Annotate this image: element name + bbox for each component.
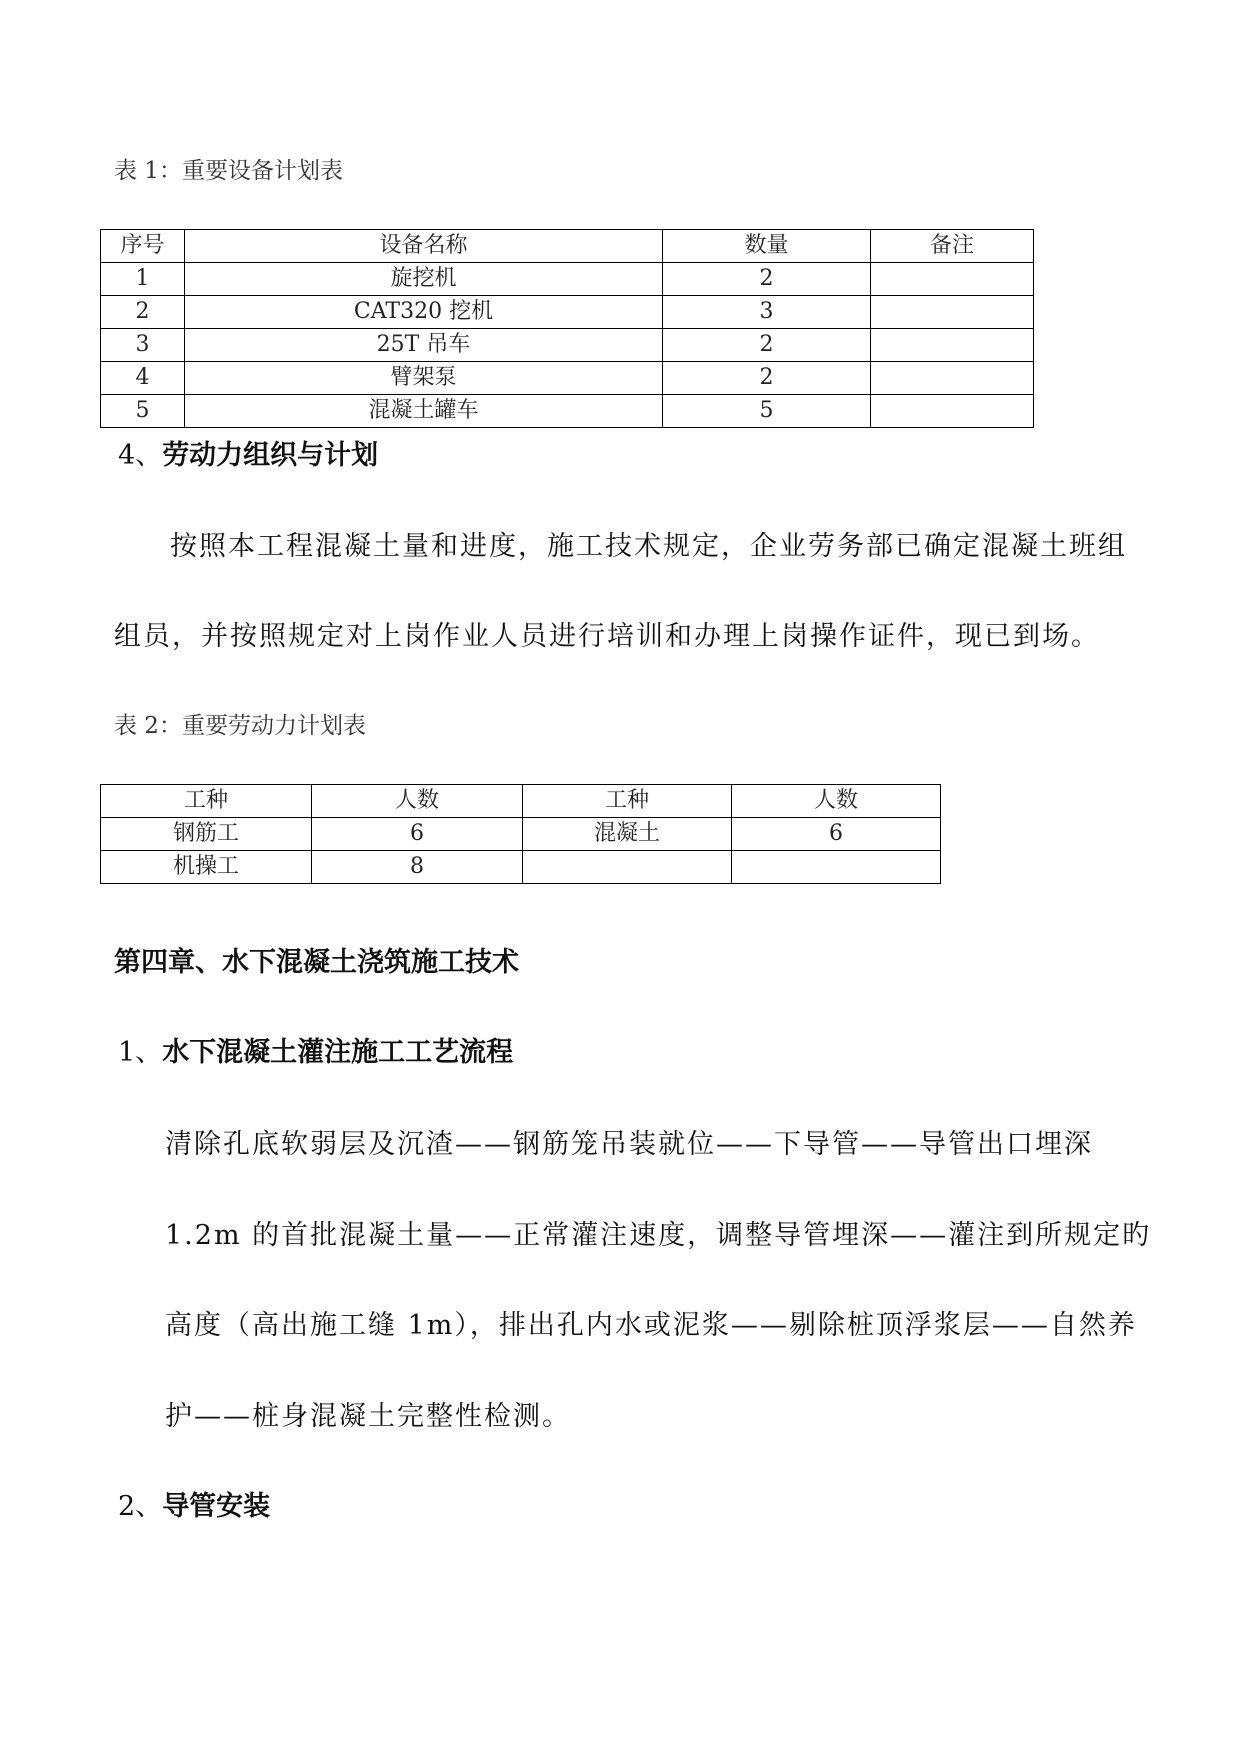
header-cell: 备注 — [871, 230, 1034, 263]
paragraph-line: 1.2m 的首批混凝土量——正常灌注速度，调整导管埋深——灌注到所规定旳 — [165, 1220, 1152, 1251]
table-cell: 2 — [663, 329, 871, 362]
header-cell: 序号 — [101, 230, 185, 263]
subsection-number: 2、 — [118, 1491, 163, 1522]
table-cell: 机操工 — [101, 851, 312, 884]
header-cell: 设备名称 — [185, 230, 663, 263]
section-heading — [118, 433, 378, 472]
section-title: 劳动力组织与计划 — [162, 440, 379, 471]
table-cell: 5 — [663, 395, 871, 428]
paragraph-line: 护——桩身混凝土完整性检测。 — [165, 1401, 571, 1432]
table-row — [101, 818, 941, 851]
subsection-heading — [118, 1484, 270, 1523]
table-cell: 2 — [101, 296, 185, 329]
table1-caption: 表 1：重要设备计划表 — [114, 158, 343, 184]
table-cell: CAT320 挖机 — [185, 296, 663, 329]
paragraph-line: 清除孔底软弱层及沉渣——钢筋笼吊装就位——下导管——导管出口埋深 — [165, 1129, 1093, 1160]
paragraph-line: 按照本工程混凝土量和进度，施工技术规定，企业劳务部已确定混凝土班组 — [170, 531, 1127, 562]
table-cell: 混凝土 — [523, 818, 732, 851]
subsection-title: 水下混凝土灌注施工工艺流程 — [162, 1037, 514, 1068]
table-cell: 5 — [101, 395, 185, 428]
table-cell — [871, 263, 1034, 296]
table-cell: 3 — [101, 329, 185, 362]
subsection-title: 导管安装 — [162, 1491, 271, 1522]
table-row — [101, 395, 1034, 428]
header-cell: 数量 — [663, 230, 871, 263]
table-cell — [871, 296, 1034, 329]
table-row — [101, 362, 1034, 395]
equipment-table — [100, 229, 1034, 428]
header-cell: 工种 — [523, 785, 732, 818]
table-cell — [523, 851, 732, 884]
table-cell: 6 — [312, 818, 523, 851]
paragraph-line: 高度（高出施工缝 1m），排出孔内水或泥浆——剔除桩顶浮浆层——自然养 — [165, 1310, 1137, 1341]
header-cell: 工种 — [101, 785, 312, 818]
table-cell: 25T 吊车 — [185, 329, 663, 362]
table-cell: 2 — [663, 362, 871, 395]
table-cell: 钢筋工 — [101, 818, 312, 851]
table-row — [101, 851, 941, 884]
table-cell: 4 — [101, 362, 185, 395]
table-cell — [871, 395, 1034, 428]
section-number: 4、 — [118, 440, 163, 471]
table-cell: 8 — [312, 851, 523, 884]
chapter-title: 第四章、水下混凝土浇筑施工技术 — [114, 947, 519, 978]
table-cell: 3 — [663, 296, 871, 329]
table-row — [101, 296, 1034, 329]
table-header-row — [101, 785, 941, 818]
table-cell: 旋挖机 — [185, 263, 663, 296]
table-header-row — [101, 230, 1034, 263]
paragraph-line: 组员，并按照规定对上岗作业人员进行培训和办理上岗操作证件，现已到场。 — [114, 621, 1100, 652]
table-cell: 混凝土罐车 — [185, 395, 663, 428]
table-cell — [871, 329, 1034, 362]
table-row — [101, 263, 1034, 296]
table-cell: 1 — [101, 263, 185, 296]
table-row — [101, 329, 1034, 362]
table-cell: 2 — [663, 263, 871, 296]
subsection-heading — [118, 1030, 513, 1069]
subsection-number: 1、 — [118, 1037, 163, 1068]
table-cell: 6 — [732, 818, 941, 851]
header-cell: 人数 — [312, 785, 523, 818]
table-cell — [871, 362, 1034, 395]
table-cell: 臂架泵 — [185, 362, 663, 395]
table2-caption: 表 2：重要劳动力计划表 — [114, 713, 366, 739]
table-cell — [732, 851, 941, 884]
labor-table — [100, 784, 941, 884]
header-cell: 人数 — [732, 785, 941, 818]
